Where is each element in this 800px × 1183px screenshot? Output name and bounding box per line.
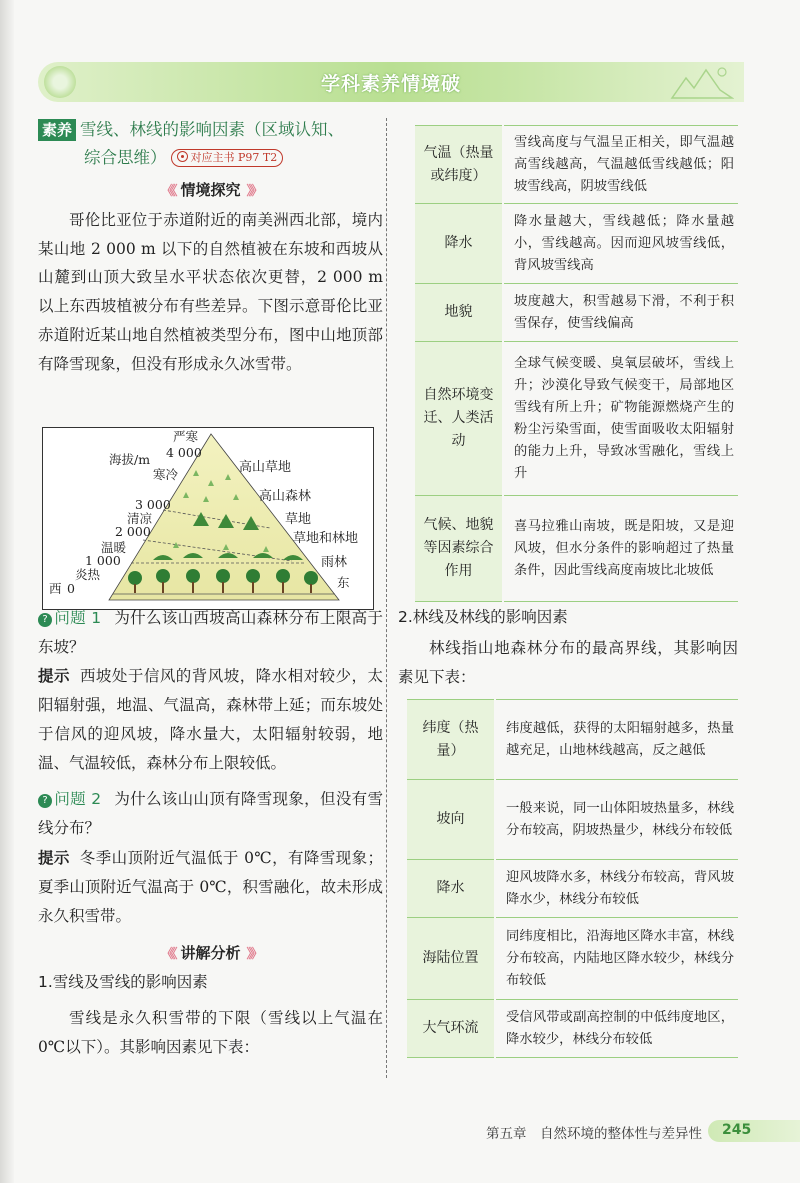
desc-cell: 喜马拉雅山南坡，既是阳坡，又是迎风坡，但水分条件的影响超过了热量条件，因此雪线高度南坡比北坡低	[503, 496, 738, 602]
fig-east-label: 东	[337, 575, 350, 590]
question-icon: ?	[38, 613, 52, 627]
factor-cell: 海陆位置	[407, 918, 495, 1000]
factor-cell: 纬度（热量）	[407, 700, 495, 780]
topic-title-line1: 雪线、林线的影响因素（区域认知、	[80, 120, 345, 139]
topic-title-line2: 综合思维）	[84, 148, 167, 167]
topic-heading	[38, 116, 383, 172]
banner-title: 学科素养情境破	[320, 73, 461, 95]
desc-cell: 坡度越大，积雪越易下滑，不利于积雪保存，使雪线偏高	[503, 284, 738, 342]
section-heading-text: 讲解分析	[180, 944, 241, 962]
table-row	[415, 284, 738, 342]
desc-cell: 降水量越大，雪线越低；降水量越小，雪线越高。因而迎风坡雪线低，背风坡雪线高	[503, 204, 738, 284]
question-1-text: 为什么该山西坡高山森林分布上限高于东坡？	[38, 609, 383, 656]
chevron-right-icon: 》》	[246, 184, 261, 199]
question-1	[38, 604, 383, 662]
table-row	[407, 700, 738, 780]
factor-cell: 气温（热量或纬度）	[415, 126, 503, 204]
fig-zone-4: 草地和林地	[293, 531, 359, 546]
factor-cell: 地貌	[415, 284, 503, 342]
page-number-badge	[708, 1120, 800, 1142]
desc-cell: 同纬度相比，沿海地区降水丰富，林线分布较高，内陆地区降水较少，林线分布较低	[495, 918, 738, 1000]
question-icon: ?	[38, 794, 52, 808]
chevron-left-icon: 《《	[160, 184, 175, 199]
fig-tick-2000: 2 000	[115, 524, 151, 539]
section-banner	[38, 62, 744, 102]
factor-cell: 气候、地貌等因素综合作用	[415, 496, 503, 602]
page-number: 245	[722, 1122, 752, 1138]
mountain-deco-icon	[670, 64, 734, 100]
fig-climate-3: 清凉	[127, 511, 153, 526]
fig-tick-0: 0	[67, 581, 75, 596]
fig-west-label: 西	[49, 581, 62, 596]
answer-1	[38, 662, 383, 778]
fig-tick-1000: 1 000	[85, 553, 121, 568]
table-row	[407, 918, 738, 1000]
table-row	[415, 496, 738, 602]
table-row	[407, 1000, 738, 1058]
desc-cell: 迎风坡降水多，林线分布较高，背风坡降水少，林线分布较低	[495, 860, 738, 918]
reference-text: 对应主书 P97 T2	[190, 151, 278, 164]
table-row	[415, 126, 738, 204]
desc-cell: 雪线高度与气温呈正相关，即气温越高雪线越高，气温越低雪线越低；阳坡雪线高，阴坡雪线低	[503, 126, 738, 204]
section-heading-text: 情境探究	[180, 181, 241, 199]
table-row	[415, 342, 738, 496]
question-2	[38, 785, 383, 843]
fig-climate-5: 炎热	[75, 567, 101, 582]
desc-cell: 受信风带或副高控制的中低纬度地区，降水较少，林线分布较低	[495, 1000, 738, 1058]
chevron-left-icon: 《《	[160, 947, 175, 962]
snowline-title: 1.雪线及雪线的影响因素	[38, 973, 208, 991]
desc-cell: 全球气候变暖、臭氧层破坏，雪线上升；沙漠化导致气候变干，局部地区雪线有所上升；矿物能源燃烧产生的粉尘污染雪面，使雪面吸收太阳辐射的能力上升，导致冰雪融化，雪线上升	[503, 342, 738, 496]
fig-zone-5: 雨林	[321, 555, 348, 570]
fig-altitude-label: 海拔/m	[109, 452, 151, 467]
table-row	[407, 780, 738, 860]
table-row	[415, 204, 738, 284]
snowline-intro: 雪线是永久积雪带的下限（雪线以上气温在 0℃以下）。其影响因素见下表：	[38, 1009, 383, 1056]
question-1-label: ? 问题 1	[38, 609, 101, 627]
answer-2-text: 冬季山顶附近气温低于 0℃，有降雪现象；夏季山顶附近气温高于 0℃，积雪融化，故未形成永久积雪带。	[38, 849, 383, 925]
factor-cell: 自然环境变迁、人类活动	[415, 342, 503, 496]
topic-tag: 素养	[38, 119, 76, 141]
reference-badge	[171, 149, 284, 167]
factor-cell: 坡向	[407, 780, 495, 860]
hint-label: 提示	[38, 667, 70, 685]
snowline-table	[415, 125, 738, 602]
section-heading-analysis	[38, 942, 383, 963]
hint-label: 提示	[38, 849, 70, 867]
treeline-title: 2.林线及林线的影响因素	[398, 608, 568, 626]
fig-climate-2: 寒冷	[153, 467, 179, 482]
column-divider	[386, 118, 387, 1078]
target-icon	[177, 151, 188, 162]
desc-cell: 纬度越低，获得的太阳辐射越多，热量越充足，山地林线越高，反之越低	[495, 700, 738, 780]
question-2-label: ? 问题 2	[38, 790, 101, 808]
chevron-right-icon: 》》	[246, 947, 261, 962]
fig-tick-4000: 4 000	[166, 445, 202, 460]
page-footer	[0, 1117, 800, 1145]
desc-cell: 一般来说，同一山体阳坡热量多，林线分布较高，阴坡热量少，林线分布较低	[495, 780, 738, 860]
section-heading-scenario	[38, 179, 383, 200]
fig-climate-1: 严寒	[173, 429, 199, 444]
treeline-table	[407, 699, 738, 1058]
fig-tick-3000: 3 000	[135, 497, 171, 512]
vegetation-diagram	[42, 427, 374, 610]
treeline-intro: 林线指山地森林分布的最高界线，其影响因素见下表：	[398, 639, 738, 686]
answer-1-text: 西坡处于信风的背风坡，降水相对较少，太阳辐射强，地温、气温高，森林带上延；而东坡处于信风的迎风坡，降水量大，太阳辐射较弱，地温、气温较低，森林分布上限较低。	[38, 667, 383, 772]
answer-2	[38, 844, 383, 931]
fig-zone-1: 高山草地	[239, 460, 292, 475]
question-2-text: 为什么该山山顶有降雪现象，但没有雪线分布？	[38, 790, 383, 837]
table-row	[407, 860, 738, 918]
book-spine-shadow	[0, 0, 14, 1183]
factor-cell: 降水	[407, 860, 495, 918]
fig-climate-4: 温暖	[101, 540, 127, 555]
factor-cell: 大气环流	[407, 1000, 495, 1058]
fig-zone-2: 高山森林	[259, 489, 312, 504]
scenario-paragraph: 哥伦比亚位于赤道附近的南美洲西北部，境内某山地 2 000 m 以下的自然植被在东坡和西坡从山麓到山顶大致呈水平状态依次更替，2 000 m 以上东西坡植被分布有些差异。下图示意哥伦比亚赤道附近某山地自然植被类型分布，图中山地顶部有降雪现象，但没有形成永久冰雪带。	[38, 211, 383, 373]
fig-zone-3: 草地	[285, 512, 312, 527]
chapter-title: 第五章 自然环境的整体性与差异性	[486, 1126, 702, 1142]
factor-cell: 降水	[415, 204, 503, 284]
